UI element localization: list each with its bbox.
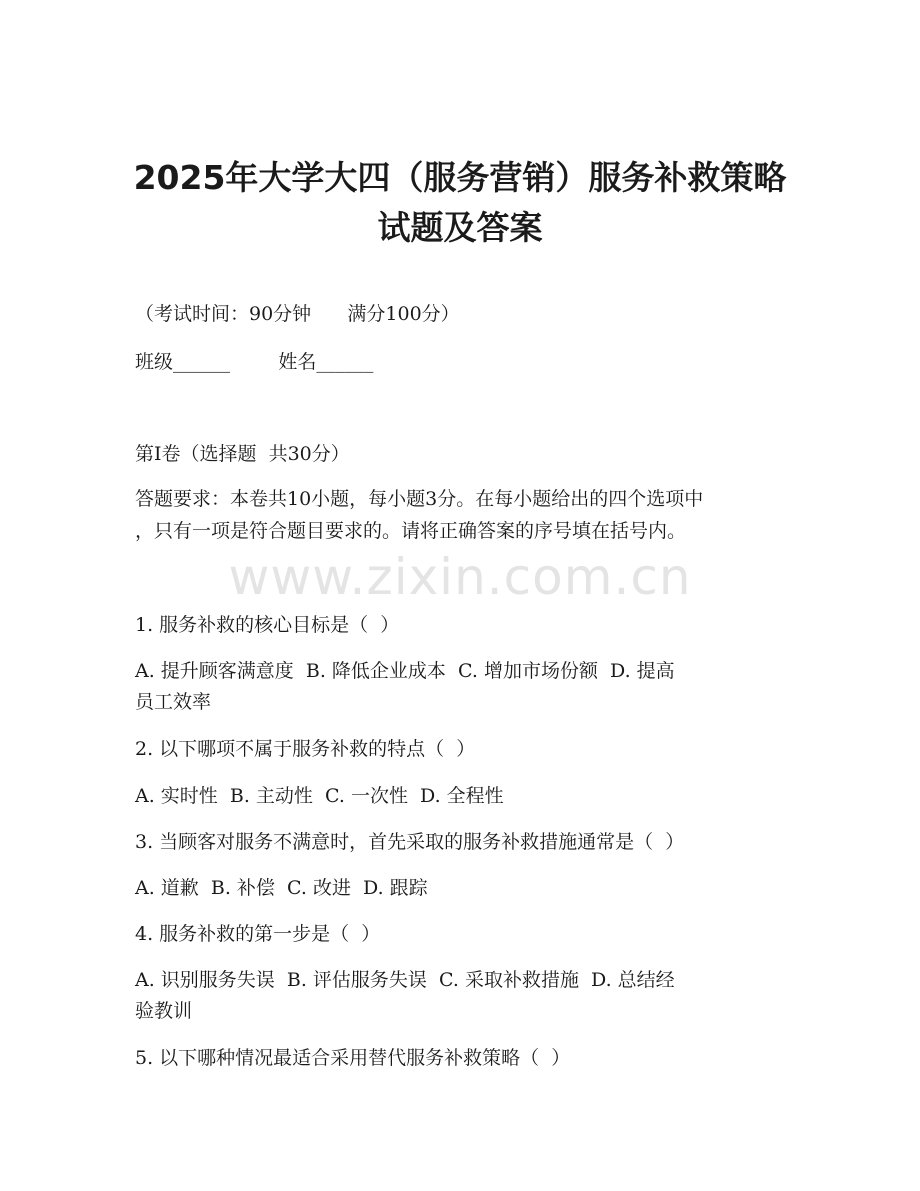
question-options: A. 提升顾客满意度 B. 降低企业成本 C. 增加市场份额 D. 提高 (135, 660, 675, 682)
question-stem: 2. 以下哪项不属于服务补救的特点（ ） (135, 738, 476, 760)
question-options: A. 识别服务失误 B. 评估服务失误 C. 采取补救措施 D. 总结经 (135, 969, 675, 991)
question-options-continued: 验教训 (135, 1000, 193, 1022)
question-options: A. 实时性 B. 主动性 C. 一次性 D. 全程性 (135, 785, 504, 807)
document-title-line-2: 试题及答案 (377, 208, 543, 247)
student-fields: 班级______ 姓名______ (135, 351, 374, 373)
section-heading: 第I卷（选择题 共30分） (135, 443, 350, 465)
question-stem: 3. 当顾客对服务不满意时，首先采取的服务补救措施通常是（ ） (135, 831, 685, 853)
question-stem: 5. 以下哪种情况最适合采用替代服务补救策略（ ） (135, 1047, 571, 1069)
question-stem: 1. 服务补救的核心目标是（ ） (135, 614, 400, 636)
instructions-line-2: ，只有一项是符合题目要求的。请将正确答案的序号填在括号内。 (135, 520, 687, 542)
document-title-line-1: 2025年大学大四（服务营销）服务补救策略 (133, 158, 787, 197)
question-stem: 4. 服务补救的第一步是（ ） (135, 923, 381, 945)
question-options-continued: 员工效率 (135, 691, 212, 713)
instructions-line-1: 答题要求：本卷共10小题，每小题3分。在每小题给出的四个选项中 (135, 488, 704, 510)
question-options: A. 道歉 B. 补偿 C. 改进 D. 跟踪 (135, 877, 428, 899)
watermark: www.zixin.com.cn (228, 548, 692, 606)
exam-info: （考试时间：90分钟 满分100分） (135, 303, 460, 325)
